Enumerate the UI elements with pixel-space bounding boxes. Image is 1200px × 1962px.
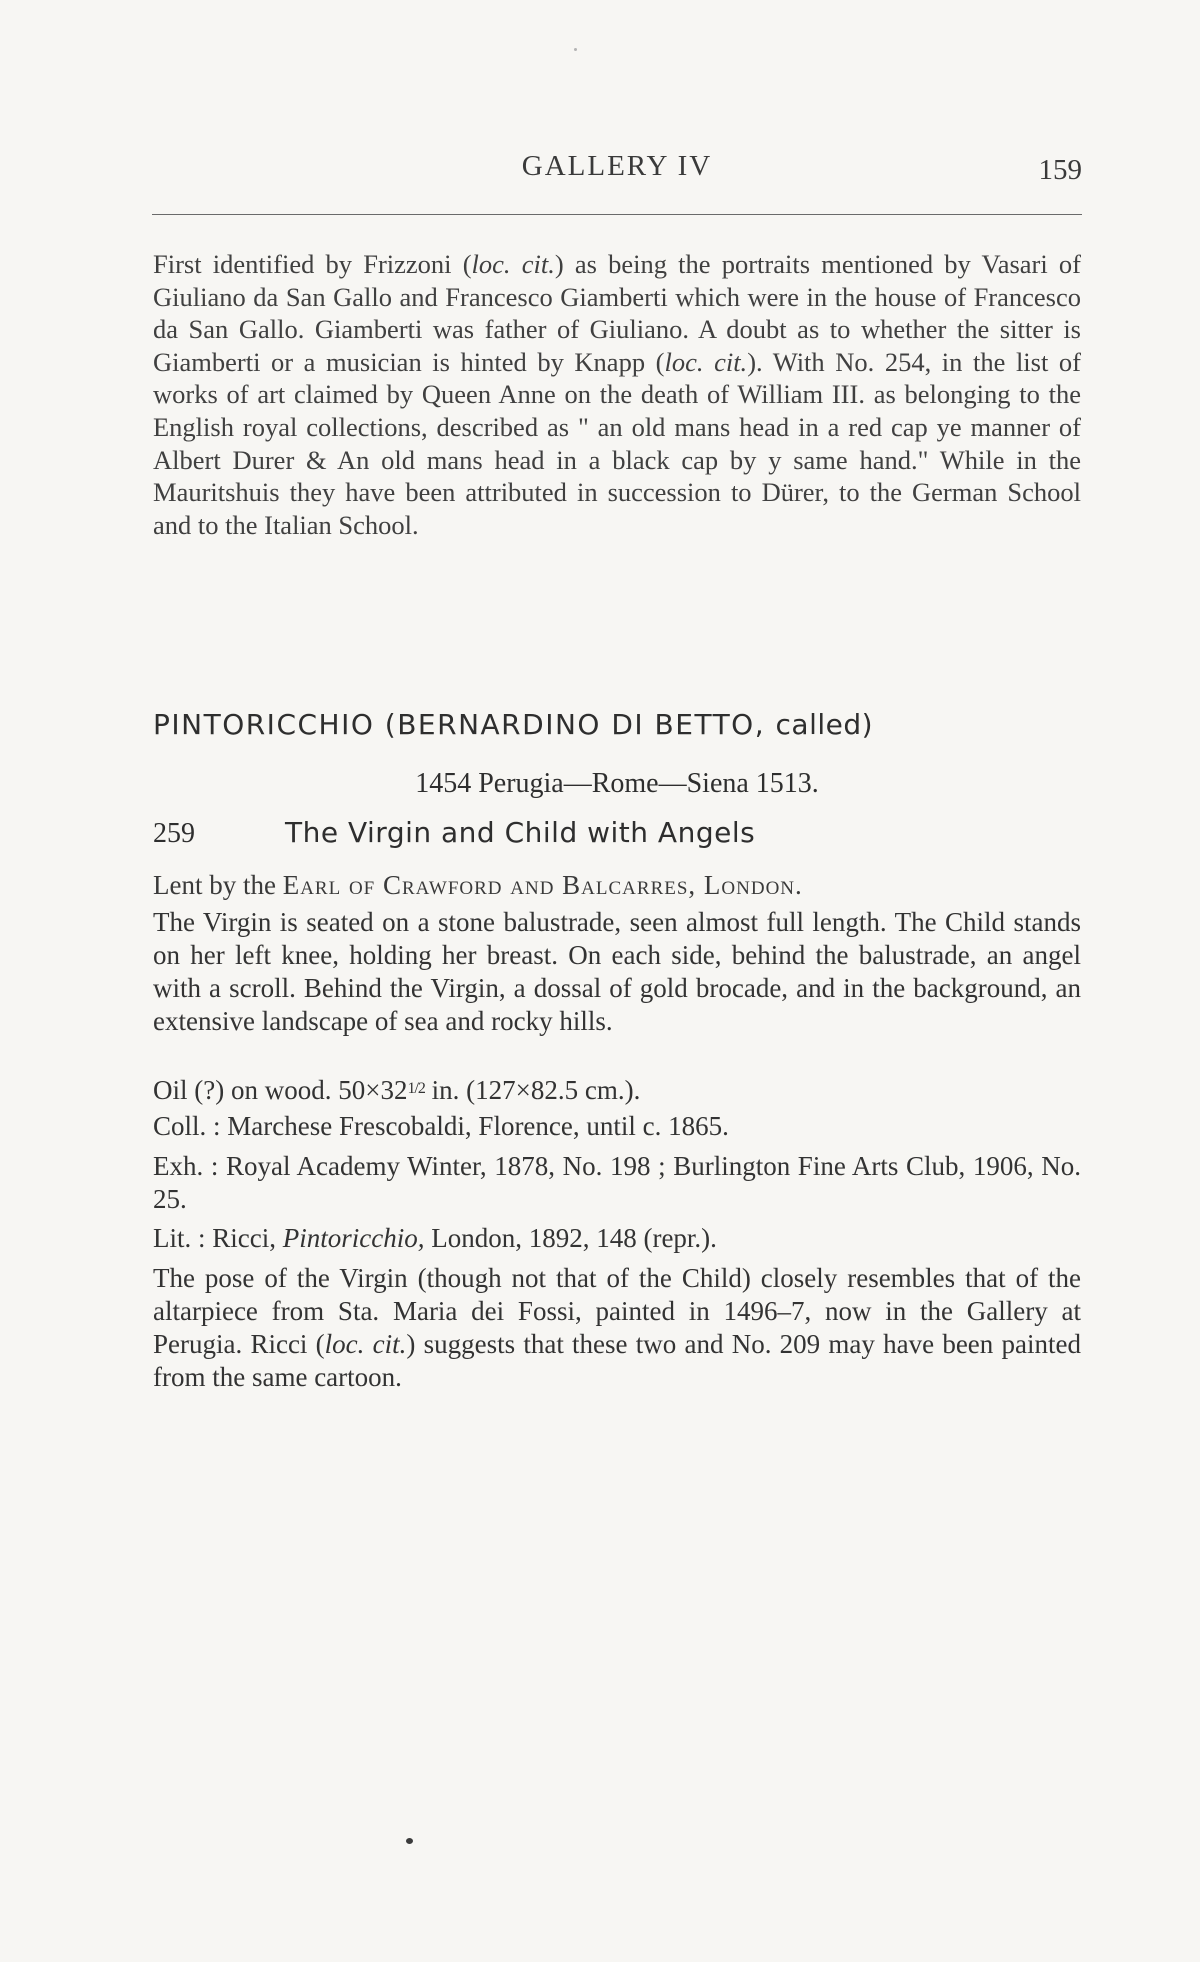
page-number: 159 [1038, 154, 1082, 186]
lender-line [153, 870, 1081, 901]
medium-text: in. (127×82.5 cm.). [424, 1075, 641, 1105]
artist-dates: 1454 Perugia—Rome—Siena 1513. [415, 768, 819, 799]
artist-heading [153, 708, 1081, 741]
text-run: ) suggests that these two and No. 209 may have been painted from the same cartoon. [153, 1329, 1081, 1392]
lit-prefix: Lit. : Ricci, [153, 1223, 283, 1253]
text-run: ) as being the portraits mentioned by Vasari of Giuliano da San Gallo and Francesco Giamberti which were in the house of Francesco da San Gallo. Giamberti was father of Giuliano. A doubt as to whether the sitter is Giamberti or a musician is hinted by Knapp ( [153, 249, 1081, 377]
citation-italic: loc. cit. [664, 346, 748, 377]
artist-name: PINTORICCHIO (BERNARDINO DI BETTO, [153, 708, 766, 741]
artist-name-suffix: called) [775, 708, 874, 741]
literature-line [153, 1222, 1081, 1255]
medium-dimensions [153, 1072, 1081, 1107]
paper-speck [574, 48, 577, 51]
fraction: 1/2 [407, 1080, 425, 1097]
lent-prefix: Lent by the [153, 870, 276, 900]
entry-description: The Virgin is seated on a stone balustrade, seen almost full length. The Child stands on her left knee, holding her breast. On each side, behind the balustrade, an angel with a scroll. Behind the Virgin, a dossal of gold brocade, and in the background, an extensive landscape of sea and rocky hills. [153, 907, 1081, 1036]
lit-title: Pintoricchio, [282, 1223, 425, 1253]
text-run: ). With No. 254, in the list of works of art claimed by Queen Anne on the death of William III. as belonging to the English royal collections, described as " an old mans head in a red cap ye manner of Albert Durer & An old mans head in a black cap by y same hand." While in the Mauritshuis they have been attributed in succession to Dürer, to the German School and to the Italian School. [153, 346, 1081, 540]
entry-heading [153, 816, 1081, 856]
lender-name: Earl of Crawford and Balcarres, London. [282, 870, 803, 900]
lit-rest: London, 1892, 148 (repr.). [424, 1223, 717, 1253]
header-rule [152, 214, 1082, 215]
collection-line: Coll. : Marchese Frescobaldi, Florence, until c. 1865. [153, 1111, 729, 1141]
medium-text: Oil (?) on wood. 50×32 [153, 1075, 408, 1105]
text-run: The pose of the Virgin (though not that of the Child) closely resembles that of the altarpiece from Sta. Maria dei Fossi, painted in 1496–7, now in the Gallery at Perugia. Ricci ( [153, 1263, 1081, 1359]
text-run: First identified by Frizzoni ( [153, 249, 472, 279]
entry-note [153, 1262, 1081, 1394]
running-title: GALLERY IV [521, 150, 713, 182]
exhibitions-line: Exh. : Royal Academy Winter, 1878, No. 198 ; Burlington Fine Arts Club, 1906, No. 25. [153, 1151, 1081, 1214]
previous-entry-text [153, 248, 1081, 541]
citation-italic: loc. cit. [471, 249, 555, 279]
running-head [152, 150, 1082, 194]
citation-italic: loc. cit. [324, 1329, 407, 1359]
entry-title: The Virgin and Child with Angels [285, 816, 756, 849]
entry-number: 259 [153, 818, 195, 849]
ink-speck [406, 1838, 413, 1844]
